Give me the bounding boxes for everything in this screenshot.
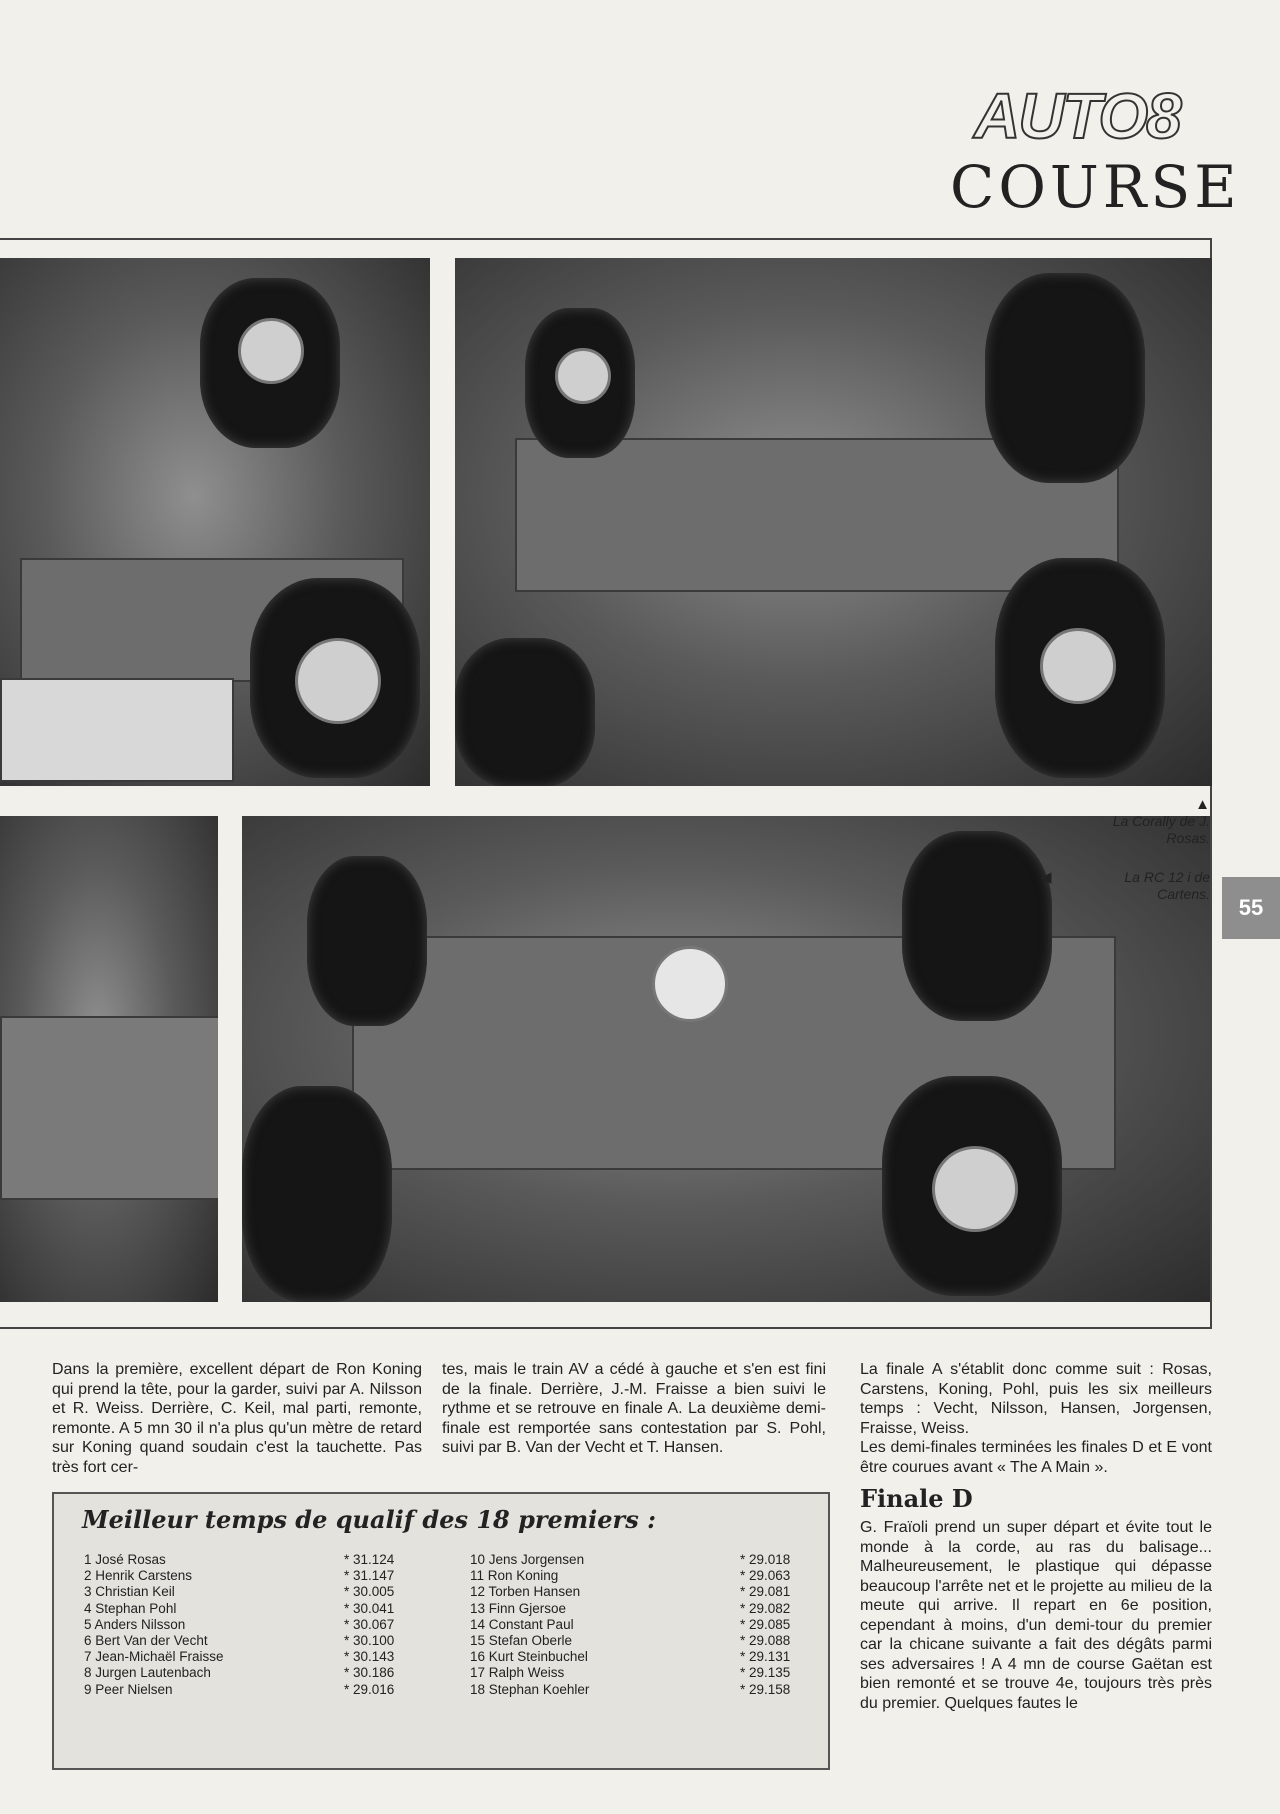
driver-name: 8 Jurgen Lautenbach <box>84 1665 211 1681</box>
qualif-list-right <box>470 1552 810 1698</box>
lap-time: * 29.016 <box>344 1681 395 1697</box>
frame-bottom-rule <box>0 1327 1212 1329</box>
lap-time: * 29.131 <box>740 1649 791 1665</box>
qualif-row <box>470 1665 810 1681</box>
driver-name: 18 Stephan Koehler <box>470 1681 590 1697</box>
driver-name: 10 Jens Jorgensen <box>470 1552 585 1567</box>
driver-name: 13 Finn Gjersoe <box>470 1600 567 1616</box>
lap-time: * 29.018 <box>740 1552 791 1567</box>
article-column-3-continued: G. Fraïoli prend un super départ et évite tout le monde à la corde, au ras du balisage... Malheureusement, le plastique qui dépasse beaucoup l'arrête net et le projette au milieu de la meute qui arrive. Il repart en 6e position, cependant à moins, d'un demi-tour du premier car la chicane suivante a fait des dégâts parmi ses adversaires ! A 4 mn de course Gaëtan est bien remonté et se trouve 4e, toujours très près du premier. Quelques fautes le <box>860 1519 1212 1712</box>
caption-rc12i: ◀ La RC 12 i de Cartens. <box>1040 869 1210 902</box>
driver-name: 7 Jean-Michaël Fraisse <box>84 1649 224 1665</box>
qualif-row <box>470 1682 810 1698</box>
qualif-row <box>84 1617 414 1633</box>
lap-time: * 31.147 <box>344 1568 395 1584</box>
lap-time: * 29.081 <box>740 1584 791 1600</box>
lap-time: * 29.082 <box>740 1600 791 1616</box>
qualif-row <box>470 1568 810 1584</box>
logo-text: AUTO8 <box>974 80 1180 152</box>
driver-name: 4 Stephan Pohl <box>84 1600 177 1616</box>
photo-rc-car-closeup <box>0 258 430 786</box>
qualif-row <box>470 1649 810 1665</box>
triangle-up-icon: ▲ <box>1195 796 1210 813</box>
lap-time: * 29.088 <box>740 1632 791 1648</box>
article-column-2: tes, mais le train AV a cédé à gauche et s'en est fini de la finale. Derrière, J.-M. Fraisse a bien suivi le rythme et se retrouve en finale A. La deuxième demi-finale est remportée sans contestation par S. Pohl, suivi par B. Van der Vecht et T. Hansen. <box>442 1361 826 1456</box>
photo-corally-car <box>455 258 1212 786</box>
qualif-row <box>84 1649 414 1665</box>
driver-name: 5 Anders Nilsson <box>84 1616 186 1632</box>
qualif-row <box>470 1552 810 1568</box>
driver-name: 15 Stefan Oberle <box>470 1632 573 1648</box>
photo-track <box>0 816 218 1302</box>
lap-time: * 31.124 <box>344 1552 395 1567</box>
driver-name: 6 Bert Van der Vecht <box>84 1632 208 1648</box>
driver-name: 1 José Rosas <box>84 1552 166 1567</box>
driver-name: 14 Constant Paul <box>470 1616 574 1632</box>
qualif-results-box <box>52 1492 830 1770</box>
driver-name: 12 Torben Hansen <box>470 1584 581 1600</box>
qualif-row <box>84 1601 414 1617</box>
lap-time: * 29.158 <box>740 1681 791 1697</box>
frame-top-rule <box>0 238 1212 240</box>
qualif-row <box>84 1584 414 1600</box>
finale-d-heading: Finale D <box>860 1484 973 1513</box>
photo-rc12i-car <box>242 816 1210 1302</box>
qualif-row <box>84 1682 414 1698</box>
qualif-row <box>470 1617 810 1633</box>
lap-time: * 29.135 <box>740 1665 791 1681</box>
qualif-row <box>470 1633 810 1649</box>
triangle-left-icon: ◀ <box>1040 869 1052 886</box>
qualif-row <box>84 1633 414 1649</box>
lap-time: * 30.041 <box>344 1600 395 1616</box>
qualif-row <box>84 1665 414 1681</box>
lap-time: * 30.005 <box>344 1584 395 1600</box>
lap-time: * 30.100 <box>344 1632 395 1648</box>
lap-time: * 29.085 <box>740 1616 791 1632</box>
photo-captions <box>1040 796 1210 903</box>
article-column-1: Dans la première, excellent départ de Ron Koning qui prend la tête, pour la garder, suivi par A. Nilsson et R. Weiss. Derrière, C. Keil, mal parti, remonte, remonte. A 5 mn 30 il n'a plus qu'un mètre de retard sur Koning quand soudain c'est la tauchette. Pas très fort cer- <box>52 1361 422 1476</box>
qualif-list-left <box>84 1552 414 1698</box>
article-column-3: La finale A s'établit donc comme suit : Rosas, Carstens, Koning, Pohl, puis les six meilleurs temps : Vecht, Nilsson, Hansen, Jorgensen, Fraisse, Weiss. Les demi-finales terminées les finales D et E vont être courues avant « The A Main ». <box>860 1361 1212 1476</box>
driver-name: 17 Ralph Weiss <box>470 1665 565 1681</box>
driver-name: 2 Henrik Carstens <box>84 1568 193 1584</box>
driver-name: 9 Peer Nielsen <box>84 1681 173 1697</box>
auto8-logo <box>974 78 1208 154</box>
lap-time: * 29.063 <box>740 1568 791 1584</box>
qualif-title: Meilleur temps de qualif des 18 premiers : <box>82 1505 656 1534</box>
page-number: 55 <box>1222 877 1280 939</box>
lap-time: * 30.067 <box>344 1616 395 1632</box>
driver-name: 11 Ron Koning <box>470 1568 559 1584</box>
qualif-row <box>84 1568 414 1584</box>
driver-name: 3 Christian Keil <box>84 1584 175 1600</box>
driver-name: 16 Kurt Steinbuchel <box>470 1649 588 1665</box>
section-title: COURSE <box>950 153 1241 221</box>
qualif-row <box>470 1584 810 1600</box>
lap-time: * 30.186 <box>344 1665 395 1681</box>
lap-time: * 30.143 <box>344 1649 395 1665</box>
qualif-row <box>470 1601 810 1617</box>
qualif-row <box>84 1552 414 1568</box>
caption-corally: ▲ La Corally de J. Rosas. <box>1070 796 1210 847</box>
